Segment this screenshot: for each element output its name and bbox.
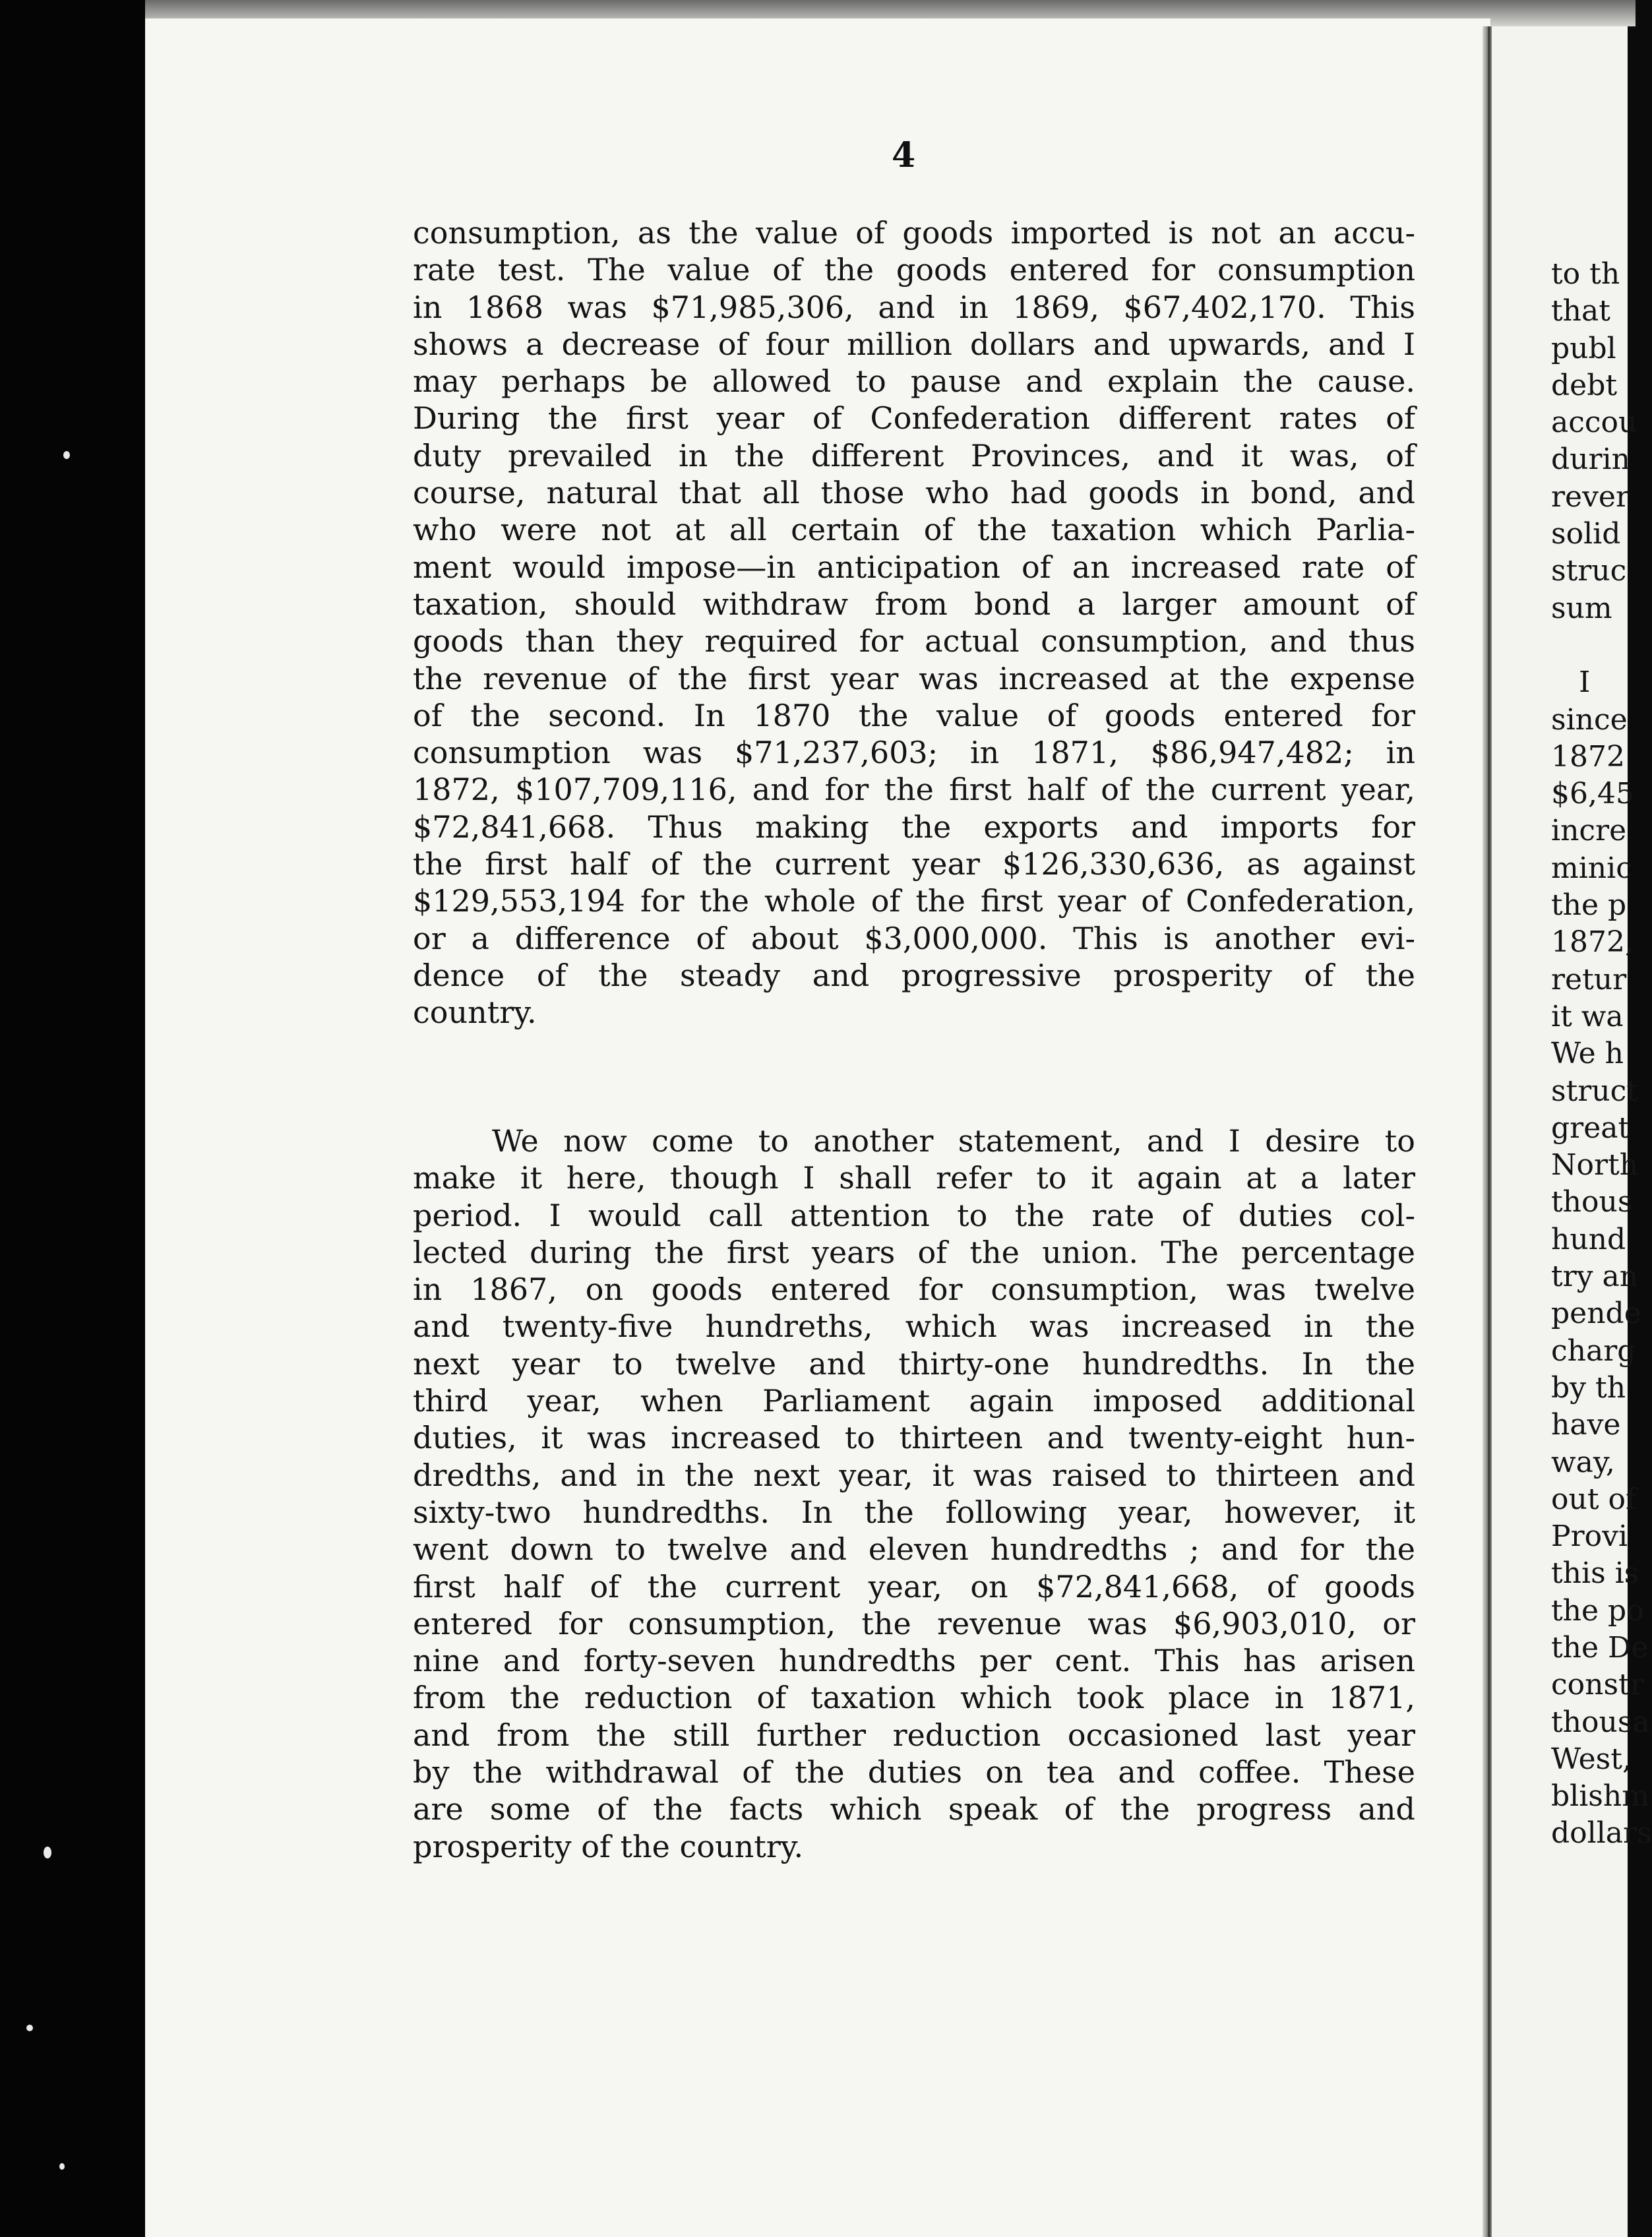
page-number: 4: [892, 135, 916, 175]
text-line: 1872, $107,709,116, and for the first half of the current year,: [413, 772, 1415, 808]
text-line: lected during the first years of the union. The percentage: [413, 1234, 1415, 1270]
facing-paragraph-gap: [1551, 627, 1628, 664]
text-line: prosperity of the country.: [413, 1828, 804, 1864]
facing-text-fragment: have: [1551, 1408, 1621, 1442]
text-line: period. I would call attention to the rate of duties col-: [413, 1197, 1415, 1233]
text-line: or a difference of about $3,000,000. This is another evi-: [413, 920, 1415, 956]
facing-text-fragment: hund: [1551, 1222, 1626, 1256]
scan-speck: [63, 451, 70, 459]
paragraph-2: [413, 1122, 1415, 1865]
facing-text-fragment: struc: [1551, 554, 1627, 588]
text-line: During the first year of Confederation different rates of: [413, 400, 1415, 437]
text-line: consumption was $71,237,603; in 1871, $86,947,482; in: [413, 735, 1415, 771]
facing-text-fragment: the po: [1551, 1593, 1644, 1628]
text-line: sixty-two hundredths. In the following year, however, it: [413, 1494, 1415, 1530]
text-line: and from the still further reduction occasioned last year: [413, 1717, 1415, 1753]
text-line: goods than they required for actual consumption, and thus: [413, 623, 1415, 659]
text-line: duties, it was increased to thirteen and twenty-eight hun-: [413, 1420, 1415, 1456]
facing-text-fragment: retur: [1551, 962, 1627, 996]
text-line: in 1867, on goods entered for consumption, was twelve: [413, 1272, 1415, 1308]
text-line: went down to twelve and eleven hundredths ; and for the: [413, 1531, 1415, 1568]
text-line: $72,841,668. Thus making the exports and imports for: [413, 809, 1415, 845]
scan-left-margin: [0, 0, 145, 2237]
text-line: make it here, though I shall refer to it again at a later: [413, 1160, 1415, 1196]
facing-text-fragment: by th: [1551, 1370, 1626, 1405]
facing-text-fragment: thousa: [1551, 1705, 1650, 1739]
text-line: the first half of the current year $126,330,636, as against: [413, 846, 1415, 882]
facing-text-fragment: 1872: [1551, 739, 1625, 774]
text-line: by the withdrawal of the duties on tea and coffee. These: [413, 1754, 1415, 1791]
text-line: who were not at all certain of the taxation which Parlia-: [413, 512, 1415, 548]
text-line: the revenue of the first year was increased at the expense: [413, 660, 1415, 696]
facing-text-fragment: way,: [1551, 1445, 1615, 1479]
facing-text-fragment: minic: [1551, 851, 1632, 885]
facing-text-fragment: blishm: [1551, 1779, 1649, 1814]
facing-text-fragment: accou: [1551, 406, 1637, 440]
text-line: first half of the current year, on $72,841,668, of goods: [413, 1568, 1415, 1605]
facing-text-fragment: rever: [1551, 479, 1630, 514]
text-line: country.: [413, 995, 537, 1031]
scan-speck: [44, 1847, 51, 1858]
facing-page-text: [1551, 256, 1652, 1853]
text-line: dence of the steady and progressive prosperity of the: [413, 957, 1415, 993]
facing-text-fragment: solid: [1551, 517, 1621, 551]
facing-text-fragment: pende: [1551, 1297, 1641, 1331]
text-line: of the second. In 1870 the value of goods entered for: [413, 697, 1415, 733]
text-line: duty prevailed in the different Provinces, and it was, of: [413, 437, 1415, 474]
text-line: dredths, and in the next year, it was raised to thirteen and: [413, 1457, 1415, 1493]
facing-text-fragment: struct: [1551, 1074, 1638, 1108]
facing-text-fragment: great: [1551, 1111, 1630, 1145]
facing-text-fragment: to th: [1551, 257, 1620, 291]
text-line: next year to twelve and thirty-one hundredths. In the: [413, 1345, 1415, 1382]
text-line: from the reduction of taxation which took place in 1871,: [413, 1680, 1415, 1716]
facing-text-fragment: Provi: [1551, 1519, 1628, 1554]
text-line: in 1868 was $71,985,306, and in 1869, $67,402,170. This: [413, 289, 1415, 325]
facing-text-fragment: $6,45: [1551, 777, 1634, 811]
text-line: shows a decrease of four million dollars and upwards, and I: [413, 326, 1415, 362]
facing-text-fragment: debt: [1551, 368, 1618, 402]
facing-text-fragment: I: [1579, 665, 1591, 700]
facing-text-fragment: incre: [1551, 814, 1627, 848]
paragraph-1: [413, 214, 1415, 1031]
facing-text-fragment: dollars: [1551, 1816, 1652, 1851]
text-line: We now come to another statement, and I desire to: [492, 1123, 1415, 1159]
text-line: entered for consumption, the revenue was $6,903,010, or: [413, 1605, 1415, 1641]
facing-text-fragment: constr: [1551, 1668, 1644, 1702]
text-line: $129,553,194 for the whole of the first year of Confederation,: [413, 883, 1415, 919]
facing-text-fragment: 1872,: [1551, 925, 1634, 960]
scan-speck: [26, 2025, 33, 2031]
text-line: consumption, as the value of goods imported is not an accu-: [413, 215, 1415, 251]
facing-text-fragment: try an: [1551, 1260, 1639, 1294]
facing-text-fragment: thous: [1551, 1185, 1633, 1219]
facing-text-fragment: out of: [1551, 1482, 1637, 1516]
scan-speck: [59, 2163, 65, 2170]
text-line: may perhaps be allowed to pause and explain the cause.: [413, 363, 1415, 400]
facing-text-fragment: the De: [1551, 1630, 1649, 1665]
text-line: third year, when Parliament again imposed additional: [413, 1383, 1415, 1419]
facing-text-fragment: charg: [1551, 1333, 1636, 1368]
text-line: ment would impose—in anticipation of an increased rate of: [413, 549, 1415, 585]
facing-text-fragment: durin: [1551, 443, 1630, 477]
text-line: taxation, should withdraw from bond a larger amount of: [413, 586, 1415, 622]
facing-text-fragment: this is: [1551, 1556, 1639, 1591]
text-line: nine and forty-seven hundredths per cent. This has arisen: [413, 1643, 1415, 1679]
facing-text-fragment: West,: [1551, 1742, 1632, 1776]
facing-text-fragment: sum: [1551, 591, 1612, 625]
text-line: and twenty-five hundreths, which was increased in the: [413, 1308, 1415, 1345]
facing-text-fragment: since: [1551, 702, 1628, 737]
facing-text-fragment: We h: [1551, 1037, 1624, 1071]
text-line: rate test. The value of the goods entered for consumption: [413, 252, 1415, 288]
text-line: are some of the facts which speak of the progress and: [413, 1791, 1415, 1827]
text-line: course, natural that all those who had goods in bond, and: [413, 475, 1415, 511]
facing-text-fragment: North: [1551, 1148, 1639, 1182]
facing-text-fragment: the p: [1551, 888, 1627, 923]
facing-text-fragment: it wa: [1551, 999, 1624, 1033]
facing-text-fragment: that: [1551, 294, 1610, 328]
facing-text-fragment: publ: [1551, 331, 1616, 365]
